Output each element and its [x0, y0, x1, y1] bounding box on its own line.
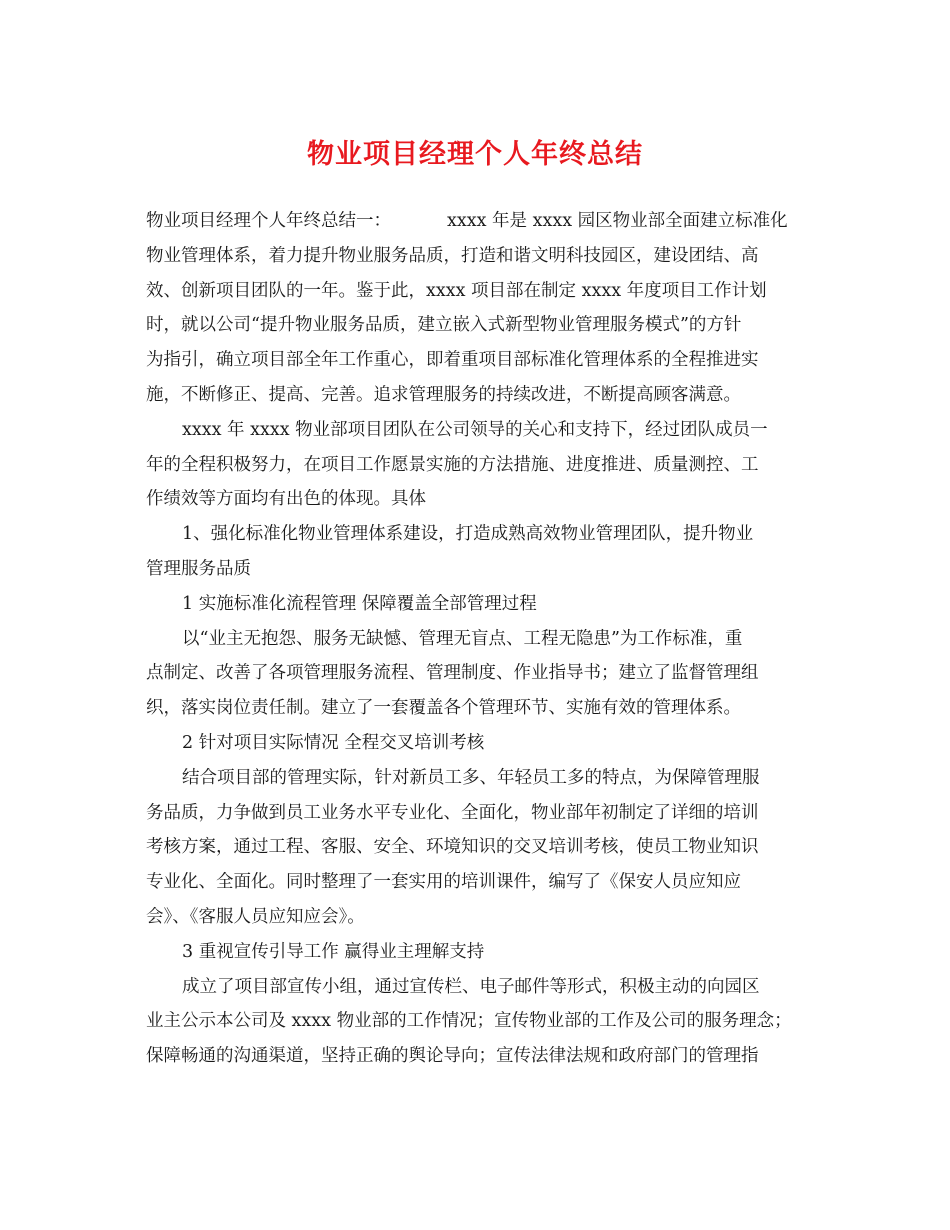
- body-line-text: 为指引，确立项目部全年工作重心，即着重项目部标准化管理体系的全程推进实: [146, 350, 759, 371]
- body-line-text: 结合项目部的管理实际，针对新员工多、年轻员工多的特点，为保障管理服: [182, 767, 760, 788]
- body-line: [146, 970, 806, 1005]
- body-line: [146, 552, 806, 587]
- body-line-text: 物业管理体系，着力提升物业服务品质，打造和谐文明科技园区，建设团结、高: [146, 245, 759, 266]
- body-line-text: 2 针对项目实际情况 全程交叉培训考核: [182, 732, 485, 753]
- body-line: [146, 274, 806, 309]
- body-line: [146, 413, 806, 448]
- body-line-text: 施，不断修正、提高、完善。追求管理服务的持续改进，不断提高顾客满意。: [146, 384, 741, 405]
- body-line-text: 年的全程积极努力，在项目工作愿景实施的方法措施、进度推进、质量测控、工: [146, 454, 759, 475]
- body-line: [146, 656, 806, 691]
- body-line-text: 保障畅通的沟通渠道，坚持正确的舆论导向；宣传法律法规和政府部门的管理指: [146, 1046, 759, 1067]
- body-line-text: 时，就以公司“提升物业服务品质，建立嵌入式新型物业管理服务模式”的方针: [146, 315, 742, 336]
- body-line: [146, 865, 806, 900]
- body-line: [146, 378, 806, 413]
- body-line: [146, 1039, 806, 1074]
- body-line-text: 专业化、全面化。同时整理了一套实用的培训课件，编写了《保安人员应知应: [146, 872, 741, 893]
- body-line-text: 织，落实岗位责任制。建立了一套覆盖各个管理环节、实施有效的管理体系。: [146, 698, 741, 719]
- body-line: [146, 343, 806, 378]
- body-line-text: 1、强化标准化物业管理体系建设，打造成熟高效物业管理团队，提升物业: [182, 524, 754, 545]
- body-line: [146, 935, 806, 970]
- body-line: [146, 204, 806, 239]
- body-line: [146, 239, 806, 274]
- body-line: [146, 796, 806, 831]
- body-line-text: 管理服务品质: [146, 558, 251, 579]
- body-line: [146, 517, 806, 552]
- body-line-text: 物业项目经理个人年终总结一：: [146, 211, 391, 231]
- body-line-text: xxxx 年 xxxx 物业部项目团队在公司领导的关心和支持下，经过团队成员一: [182, 419, 768, 440]
- body-line-text: 作绩效等方面均有出色的体现。具体: [146, 489, 426, 510]
- body-line: [146, 691, 806, 726]
- body-line: [146, 1004, 806, 1039]
- body-line: [146, 587, 806, 622]
- body-line-text: 效、创新项目团队的一年。鉴于此，xxxx 项目部在制定 xxxx 年度项目工作计划: [146, 280, 767, 301]
- body-line-tail: xxxx 年是 xxxx 园区物业部全面建立标准化: [447, 211, 788, 231]
- body-line-text: 会》、《客服人员应知应会》。: [146, 906, 365, 927]
- body-line-text: 考核方案，通过工程、客服、安全、环境知识的交叉培训考核，使员工物业知识: [146, 837, 759, 858]
- body-line: [146, 622, 806, 657]
- body-line-text: 业主公示本公司及 xxxx 物业部的工作情况；宣传物业部的工作及公司的服务理念；: [146, 1011, 792, 1032]
- body-line: [146, 726, 806, 761]
- document-body: [146, 204, 806, 1074]
- body-line: [146, 308, 806, 343]
- body-line-text: 1 实施标准化流程管理 保障覆盖全部管理过程: [182, 593, 537, 614]
- body-line: [146, 448, 806, 483]
- document-title: 物业项目经理个人年终总结: [307, 139, 643, 170]
- body-line: [146, 761, 806, 796]
- body-line-text: 务品质，力争做到员工业务水平专业化、全面化，物业部年初制定了详细的培训: [146, 802, 759, 823]
- body-line-text: 以“业主无抱怨、服务无缺憾、管理无盲点、工程无隐患”为工作标准，重: [182, 628, 743, 649]
- body-line-text: 成立了项目部宣传小组，通过宣传栏、电子邮件等形式，积极主动的向园区: [182, 976, 760, 997]
- body-line: [146, 900, 806, 935]
- body-line-text: 3 重视宣传引导工作 赢得业主理解支持: [182, 941, 485, 962]
- body-line: [146, 482, 806, 517]
- body-line: [146, 830, 806, 865]
- body-line-text: 点制定、改善了各项管理服务流程、管理制度、作业指导书；建立了监督管理组: [146, 663, 759, 684]
